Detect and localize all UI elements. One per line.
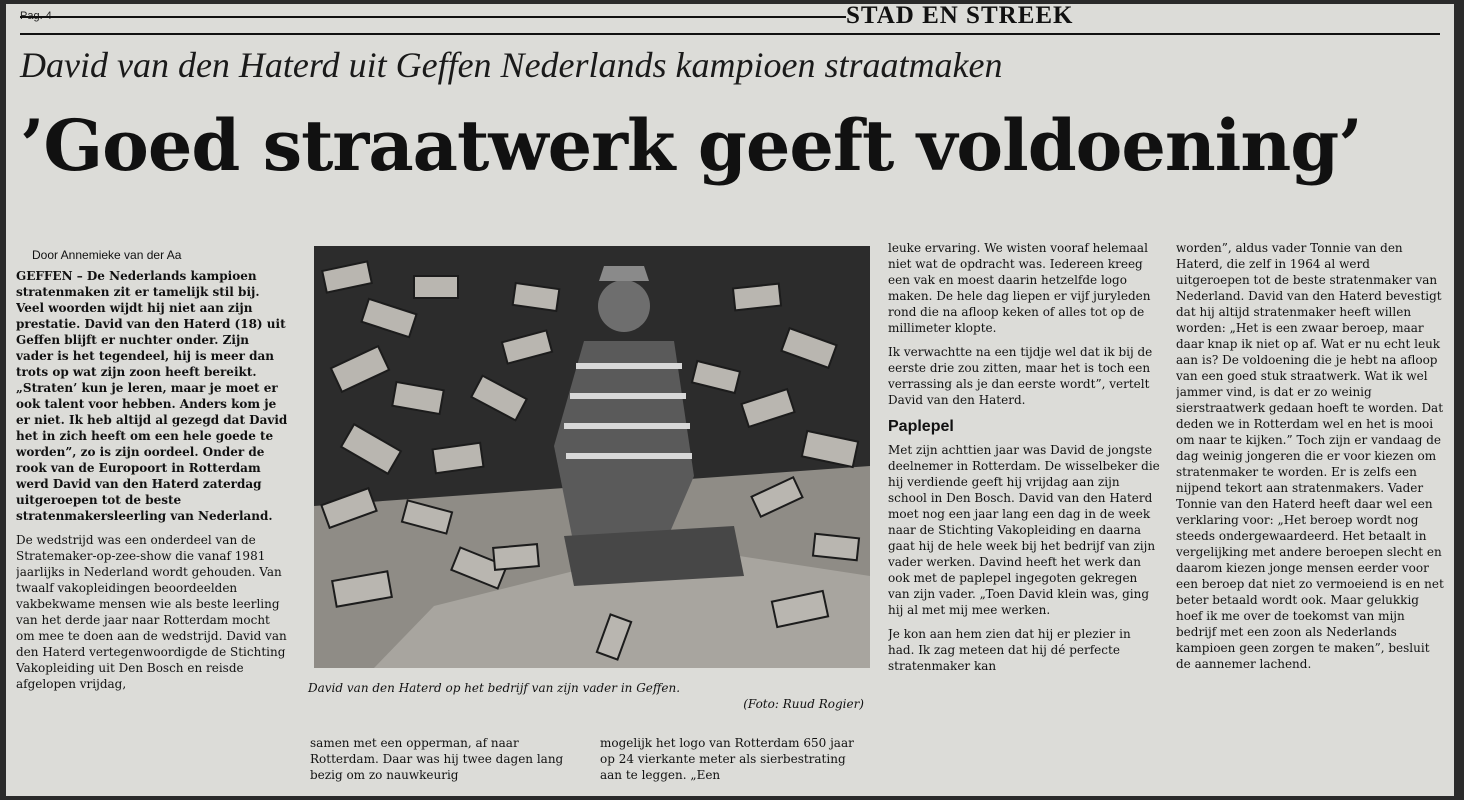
- byline: Door Annemieke van der Aa: [32, 248, 182, 262]
- subheadline: David van den Haterd uit Geffen Nederlands kampioen straatmaken: [20, 45, 1003, 85]
- section-title: STAD EN STREEK: [846, 4, 1074, 29]
- column-1: [16, 268, 290, 793]
- photo-caption-block: [308, 680, 864, 712]
- lead-paragraph: GEFFEN – De Nederlands kampioen stratenmaken zit er tamelijk stil bij. Veel woorden wijdt hij niet aan zijn prestatie. David van den Haterd (18) uit Geffen blijft er nuchter onder. Zijn vader is het tegendeel, hij is meer dan trots op wat zijn zoon heeft bereikt. „Straten’ kun je leren, maar je moet er ook talent voor hebben. Anders kom je er niet. Ik heb altijd al gezegd dat David het in zich heeft om een hele goede te worden”, zo is zijn oordeel. Onder de rook van de Europoort in Rotterdam werd David van den Haterd zaterdag uitgeroepen tot de beste stratenmakersleerling van Nederland.: [16, 269, 288, 523]
- top-rule: [20, 16, 846, 18]
- column-4: [888, 240, 1160, 795]
- column-5-text: worden”, aldus vader Tonnie van den Haterd, die zelf in 1964 al werd uitgeroepen tot de beste stratenmaker van Nederland. David van den Haterd bevestigt dat hij altijd stratenmaker heeft willen worden: „Het is een zwaar beroep, maar daar knap ik niet op af. Wat er nu echt leuk aan is? De voldoening die je hebt na afloop van een goed stuk straatwerk. Wat ik wel jammer vind, is dat er zo weinig sierstraatwerk gedaan hoeft te worden. Dat deden we in Rotterdam wel en het is mooi om naar te kijken.” Toch zijn er vandaag de dag weinig jongeren die er voor kiezen om stratenmaker te worden. Er is zelfs een nijpend tekort aan stratenmakers. Vader Tonnie van den Haterd heeft daar wel een verklaring voor: „Het beroep wordt nog steeds ondergewaardeerd. Het betaalt in vergelijking met andere beroepen slecht en daarom kiezen jonge mensen eerder voor een beroep dat niet zo vermoeiend is en net beter betaald wordt ook. Maar gelukkig hoef ik me over de toekomst van mijn bedrijf met een zoon als Nederlands kampioen geen zorgen te maken”, besluit de aannemer lachend.: [1176, 241, 1444, 671]
- column-4-p4: Je kon aan hem zien dat hij er plezier in had. Ik zag meteen dat hij dé perfecte stratenmaker kan: [888, 627, 1131, 673]
- column-3-text: mogelijk het logo van Rotterdam 650 jaar op 24 vierkante meter als sierbestrating aan te leggen. „Een: [600, 736, 854, 782]
- column-4-p1: leuke ervaring. We wisten vooraf helemaal niet wat de opdracht was. Iedereen kreeg een vak en moest daarin hetzelfde logo maken. De hele dag liepen er vijf juryleden rond die na afloop keken of alles tot op de millimeter klopte.: [888, 241, 1151, 335]
- photo-caption: David van den Haterd op het bedrijf van zijn vader in Geffen.: [308, 681, 681, 695]
- header-rule: [20, 33, 1440, 35]
- newspaper-clipping: [6, 4, 1454, 796]
- column-3-bottom: [600, 735, 870, 795]
- column-4-p3: Met zijn achttien jaar was David de jongste deelnemer in Rotterdam. De wisselbeker die hij verdiende geeft hij vrijdag aan zijn school in Den Bosch. David van den Haterd moet nog een jaar lang een dag in de week naar de Stichting Vakopleiding en daarna gaat hij de hele week bij het bedrijf van zijn vader werken. Davind heeft het werk dan ook met de paplepel ingegoten gekregen van zijn vader. „Toen David klein was, ging hij al met mij mee werken.: [888, 443, 1160, 617]
- headline: ’Goed straatwerk geeft voldoening’: [20, 104, 1362, 187]
- column-4-p2: Ik verwachtte na een tijdje wel dat ik bij de eerste drie zou zitten, maar het is toch een verrassing als je dan eerste wordt”, vertelt David van den Haterd.: [888, 345, 1153, 407]
- photo-credit: (Foto: Ruud Rogier): [743, 697, 864, 711]
- photo-image: [314, 246, 870, 668]
- photo: [314, 246, 870, 668]
- column-2-bottom: [310, 735, 582, 795]
- column-2-text: samen met een opperman, af naar Rotterdam. Daar was hij twee dagen lang bezig om zo nauwkeurig: [310, 736, 564, 782]
- column-5: [1176, 240, 1446, 795]
- column-1-body: De wedstrijd was een onderdeel van de Stratemaker-op-zee-show die vanaf 1981 jaarlijks in Nederland wordt gehouden. Van twaalf vakopleidingen beoordeelden vakbekwame mensen wie als beste leerling van het derde jaar naar Rotterdam mocht om mee te doen aan de wedstrijd. David van den Haterd vertegenwoordigde de Stichting Vakopleiding uit Den Bosch en reisde afgelopen vrijdag,: [16, 533, 287, 691]
- crosshead: Paplepel: [888, 418, 954, 435]
